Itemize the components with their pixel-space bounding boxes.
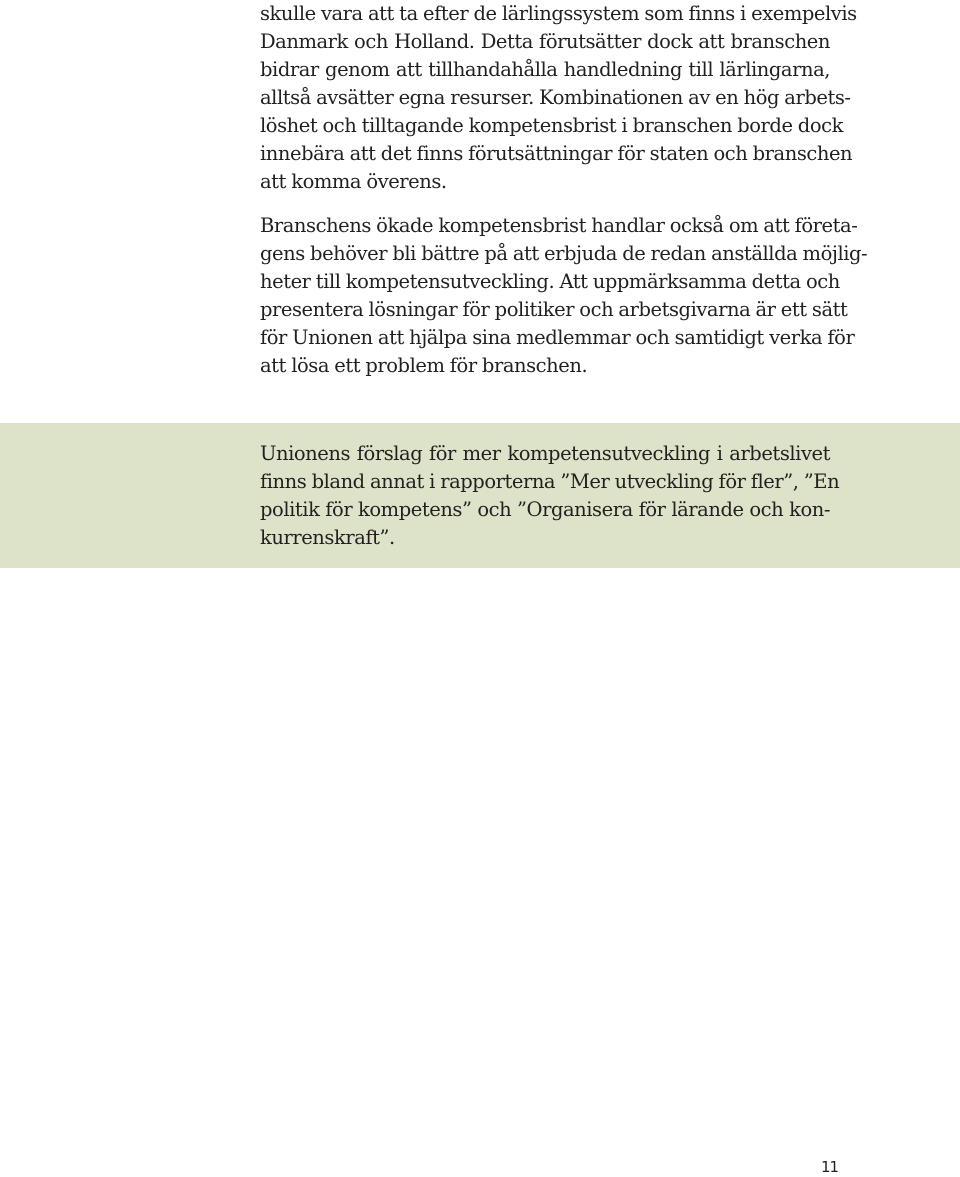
highlight-line: finns bland annat i rapporterna ”Mer utveckling för fler”, ”En [260, 470, 840, 493]
paragraph-line: alltså avsätter egna resurser. Kombinationen av en hög arbets- [260, 86, 851, 109]
paragraph-line: skulle vara att ta efter de lärlingssystem som finns i exempelvis [260, 2, 857, 25]
highlight-line: politik för kompetens” och ”Organisera för lärande och kon- [260, 498, 830, 521]
highlight-line: Unionens förslag för mer kompetensutveckling i arbetslivet [260, 442, 830, 465]
body-paragraph-1 [260, 0, 857, 196]
highlight-line: kurrenskraft”. [260, 526, 395, 549]
paragraph-line: att komma överens. [260, 170, 447, 193]
body-paragraph-2 [260, 212, 868, 380]
paragraph-line: för Unionen att hjälpa sina medlemmar och samtidigt verka för [260, 326, 855, 349]
page-number: 11 [821, 1158, 839, 1176]
paragraph-line: att lösa ett problem för branschen. [260, 354, 588, 377]
highlight-box [0, 423, 960, 568]
paragraph-line: Danmark och Holland. Detta förutsätter dock att branschen [260, 30, 830, 53]
paragraph-line: löshet och tilltagande kompetensbrist i branschen borde dock [260, 114, 843, 137]
paragraph-line: bidrar genom att tillhandahålla handledning till lärlingarna, [260, 58, 830, 81]
highlight-text [260, 440, 840, 552]
paragraph-line: innebära att det finns förutsättningar för staten och branschen [260, 142, 853, 165]
paragraph-line: heter till kompetensutveckling. Att uppmärksamma detta och [260, 270, 840, 293]
paragraph-line: presentera lösningar för politiker och arbetsgivarna är ett sätt [260, 298, 848, 321]
paragraph-line: Branschens ökade kompetensbrist handlar också om att företa- [260, 214, 858, 237]
paragraph-line: gens behöver bli bättre på att erbjuda de redan anställda möjlig- [260, 242, 868, 265]
